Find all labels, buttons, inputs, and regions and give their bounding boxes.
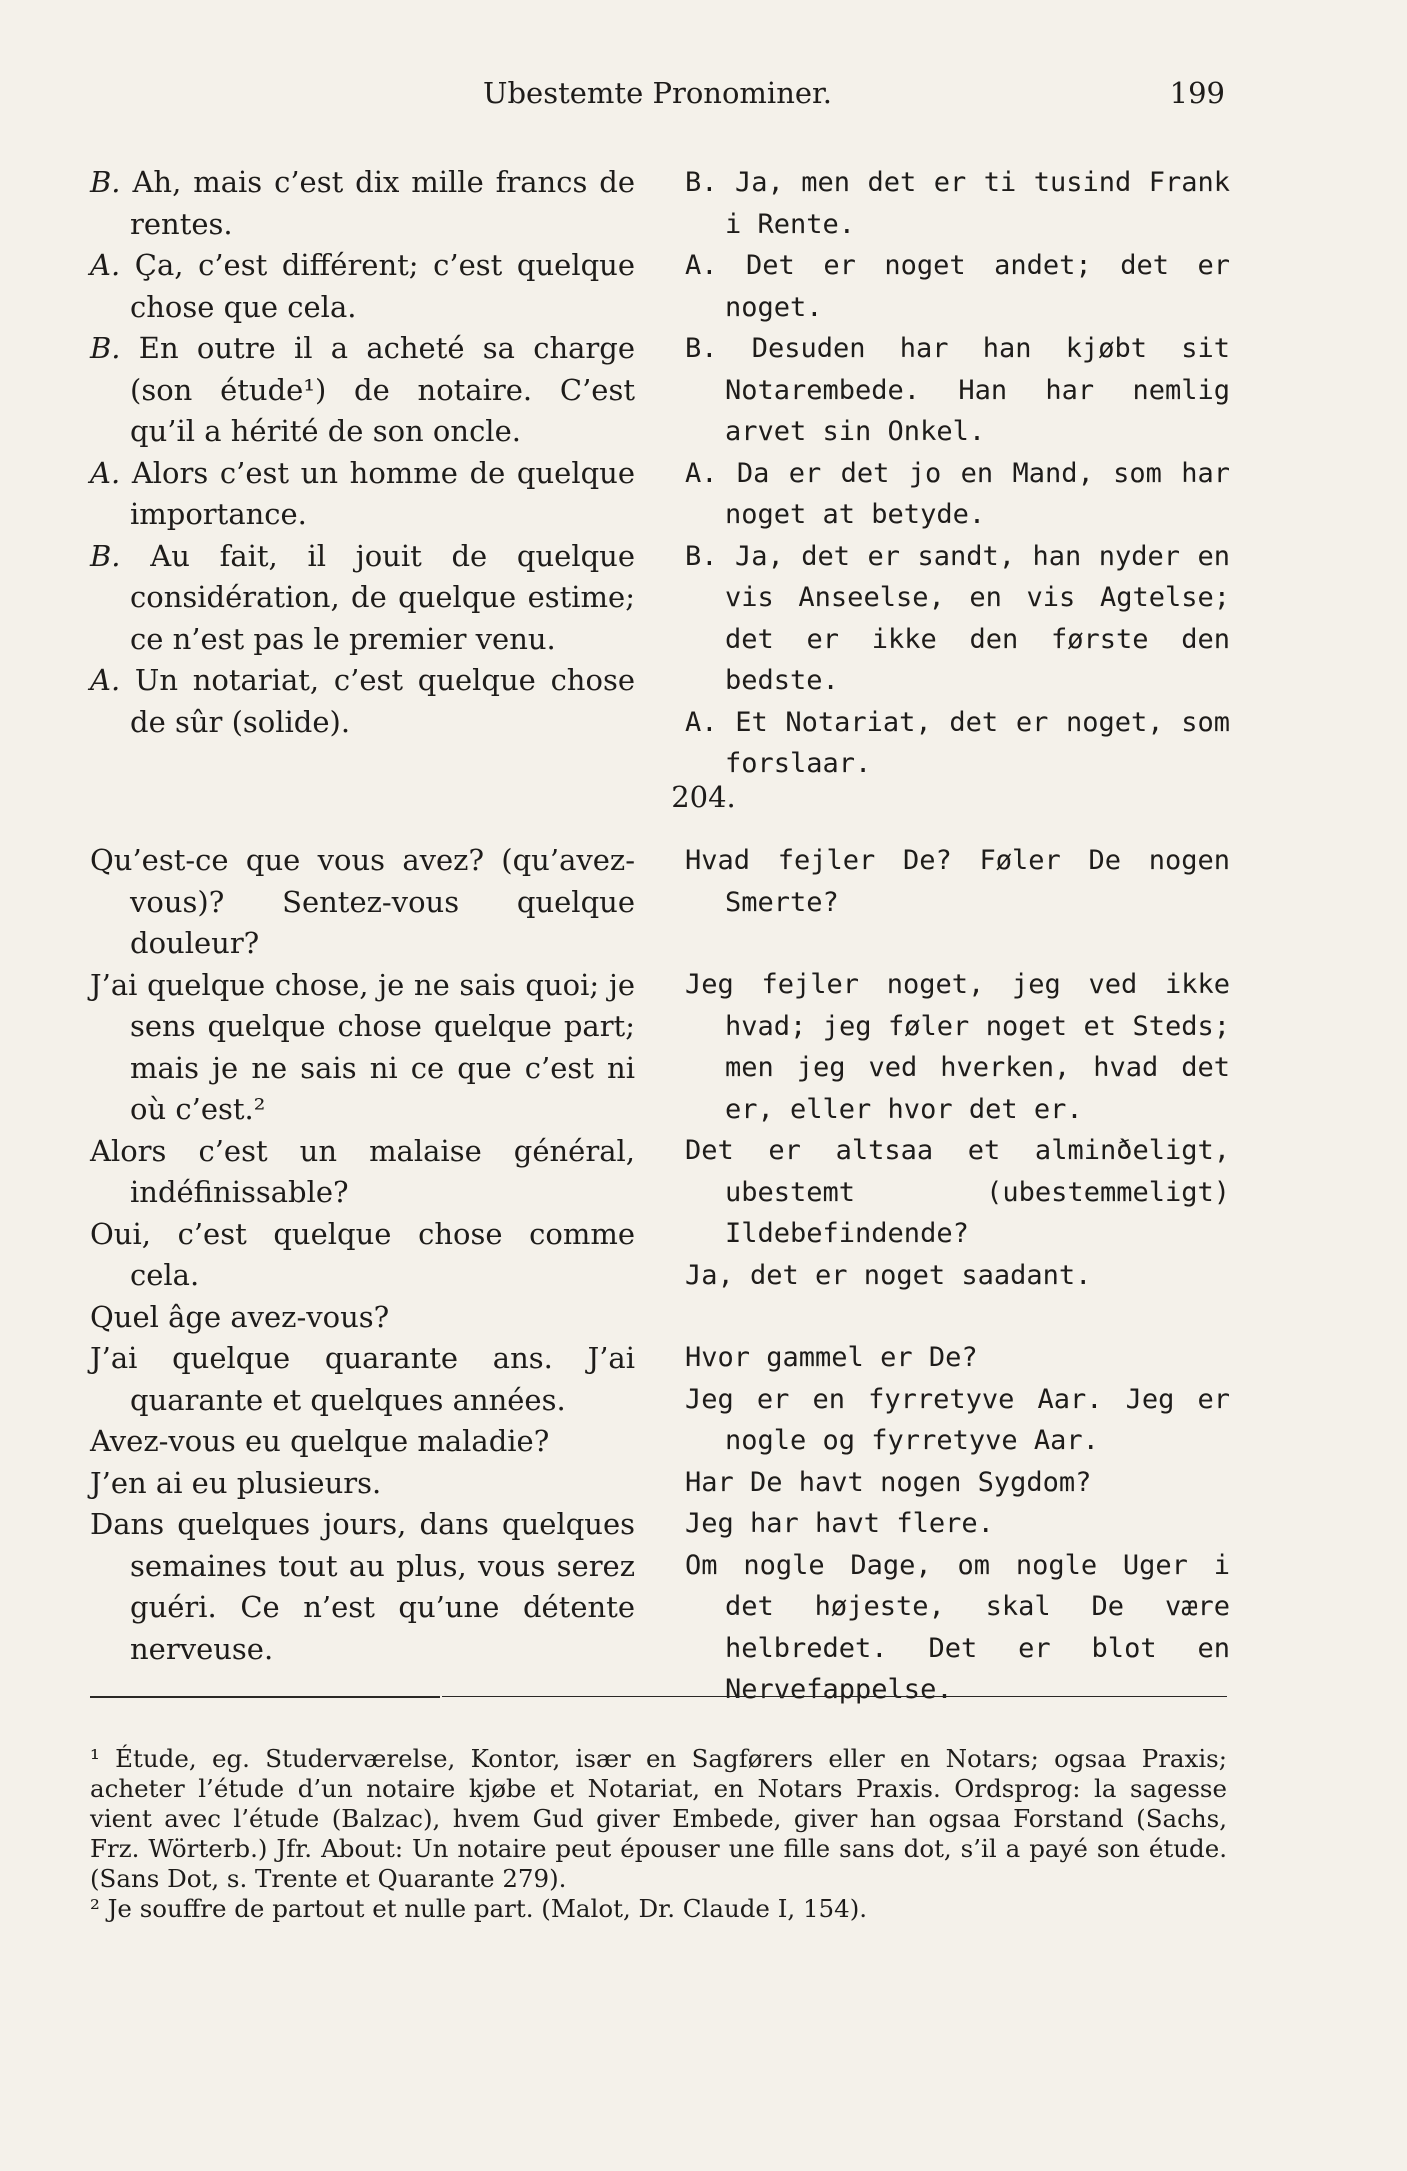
dialogue-line: A. Det er noget andet; det er noget. <box>685 250 1231 323</box>
dialogue-line: Avez-vous eu quelque maladie? <box>90 1424 550 1458</box>
danish-dialogue-top <box>685 162 1230 785</box>
dialogue-line: J’ai quelque chose, je ne sais quoi; je sens quelque chose quelque part; mais je ne sais ni ce que c’est ni où c’est.² <box>90 967 635 1126</box>
dialogue-line: J’en ai eu plusieurs. <box>90 1465 382 1500</box>
running-title: Ubestemte Pronominer. <box>483 76 832 110</box>
dialogue-line: B. Desuden har han kjøbt sit Notarembede. Han har nemlig arvet sin Onkel. <box>685 333 1230 447</box>
page-number: 199 <box>1169 76 1225 110</box>
danish-dialogue-bottom <box>685 840 1230 1711</box>
dialogue-line: A. Et Notariat, det er noget, som forslaar. <box>685 706 1230 779</box>
dialogue-line: Ja, det er noget saadant. <box>685 1259 1092 1291</box>
dialogue-line: Jeg har havt flere. <box>685 1508 994 1539</box>
dialogue-line: Qu’est-ce que vous avez? (qu’avez-vous)? Sentez-vous quelque douleur? <box>90 843 635 960</box>
dialogue-line: Quel âge avez-vous? <box>90 1299 390 1334</box>
french-dialogue-bottom <box>90 840 635 1670</box>
dialogue-line: B. En outre il a acheté sa charge (son étude¹) de notaire. C’est qu’il a hérité de son oncle. <box>90 331 636 448</box>
running-header <box>90 76 1225 120</box>
dialogue-line: B. Ja, det er sandt, han nyder en vis Anseelse, en vis Agtelse; det er ikke den første den bedste. <box>685 540 1230 696</box>
footnote-1: ¹ Étude, eg. Studerværelse, Kontor, især en Sagførers eller en Notars; ogsaa Praxis; acheter l’étude d’un notaire kjøbe et Notariat, en Notars Praxis. Ordsprog: la sagesse vient avec l’étude (Balzac), hvem Gud giver Embede, giver han ogsaa Forstand (Sachs, Frz. Wörterb.) Jfr. About: Un notaire peut épouser une fille sans dot, s’il a payé son étude. (Sans Dot, s. Trente et Quarante 279). <box>90 1744 1227 1893</box>
spacer <box>685 923 1230 964</box>
dialogue-line: B. Au fait, il jouit de quelque considération, de quelque estime; ce n’est pas le premier venu. <box>90 538 636 656</box>
dialogue-line: A. Ça, c’est différent; c’est quelque chose que cela. <box>90 248 636 324</box>
section-number: 204. <box>671 780 736 814</box>
french-dialogue-top <box>90 162 635 743</box>
dialogue-line: A. Da er det jo en Mand, som har noget at betyde. <box>685 457 1230 530</box>
dialogue-line: Hvor gammel er De? <box>685 1342 978 1373</box>
dialogue-line: Det er altsaa et alminðeligt, ubestemt (ubestemmeligt) Ildebefindende? <box>685 1135 1230 1249</box>
footnote-2: ² Je souffre de partout et nulle part. (Malot, Dr. Claude I, 154). <box>90 1894 868 1923</box>
dialogue-line: A. Alors c’est un homme de quelque importance. <box>90 455 636 531</box>
dialogue-line: B. Ah, mais c’est dix mille francs de rentes. <box>90 165 635 241</box>
dialogue-line: Alors c’est un malaise général, indéfinissable? <box>90 1133 635 1209</box>
dialogue-line: A. Un notariat, c’est quelque chose de sûr (solide). <box>90 663 635 739</box>
dialogue-line: B. Ja, men det er ti tusind Frank i Rente. <box>685 167 1230 240</box>
dialogue-line: Dans quelques jours, dans quelques semaines tout au plus, vous serez guéri. Ce n’est qu’une détente nerveuse. <box>90 1507 635 1666</box>
footnote-divider <box>90 1696 440 1698</box>
footnotes <box>90 1744 1227 1924</box>
dialogue-line: Jeg er en fyrretyve Aar. Jeg er nogle og fyrretyve Aar. <box>685 1383 1230 1456</box>
dialogue-line: Oui, c’est quelque chose comme cela. <box>90 1216 635 1292</box>
dialogue-line: Hvad fejler De? Føler De nogen Smerte? <box>685 845 1230 918</box>
footnote-divider-thin <box>442 1696 1227 1697</box>
dialogue-line: Har De havt nogen Sygdom? <box>685 1466 1092 1498</box>
dialogue-line: J’ai quelque quarante ans. J’ai quarante et quelques années. <box>90 1341 635 1417</box>
dialogue-line: Om nogle Dage, om nogle Uger i det højeste, skal De være helbredet. Det er blot en Nervefappelse. <box>685 1549 1230 1705</box>
dialogue-line: Jeg fejler noget, jeg ved ikke hvad; jeg føler noget et Steds; men jeg ved hverken, hvad det er, eller hvor det er. <box>685 969 1230 1125</box>
spacer <box>685 1296 1230 1337</box>
